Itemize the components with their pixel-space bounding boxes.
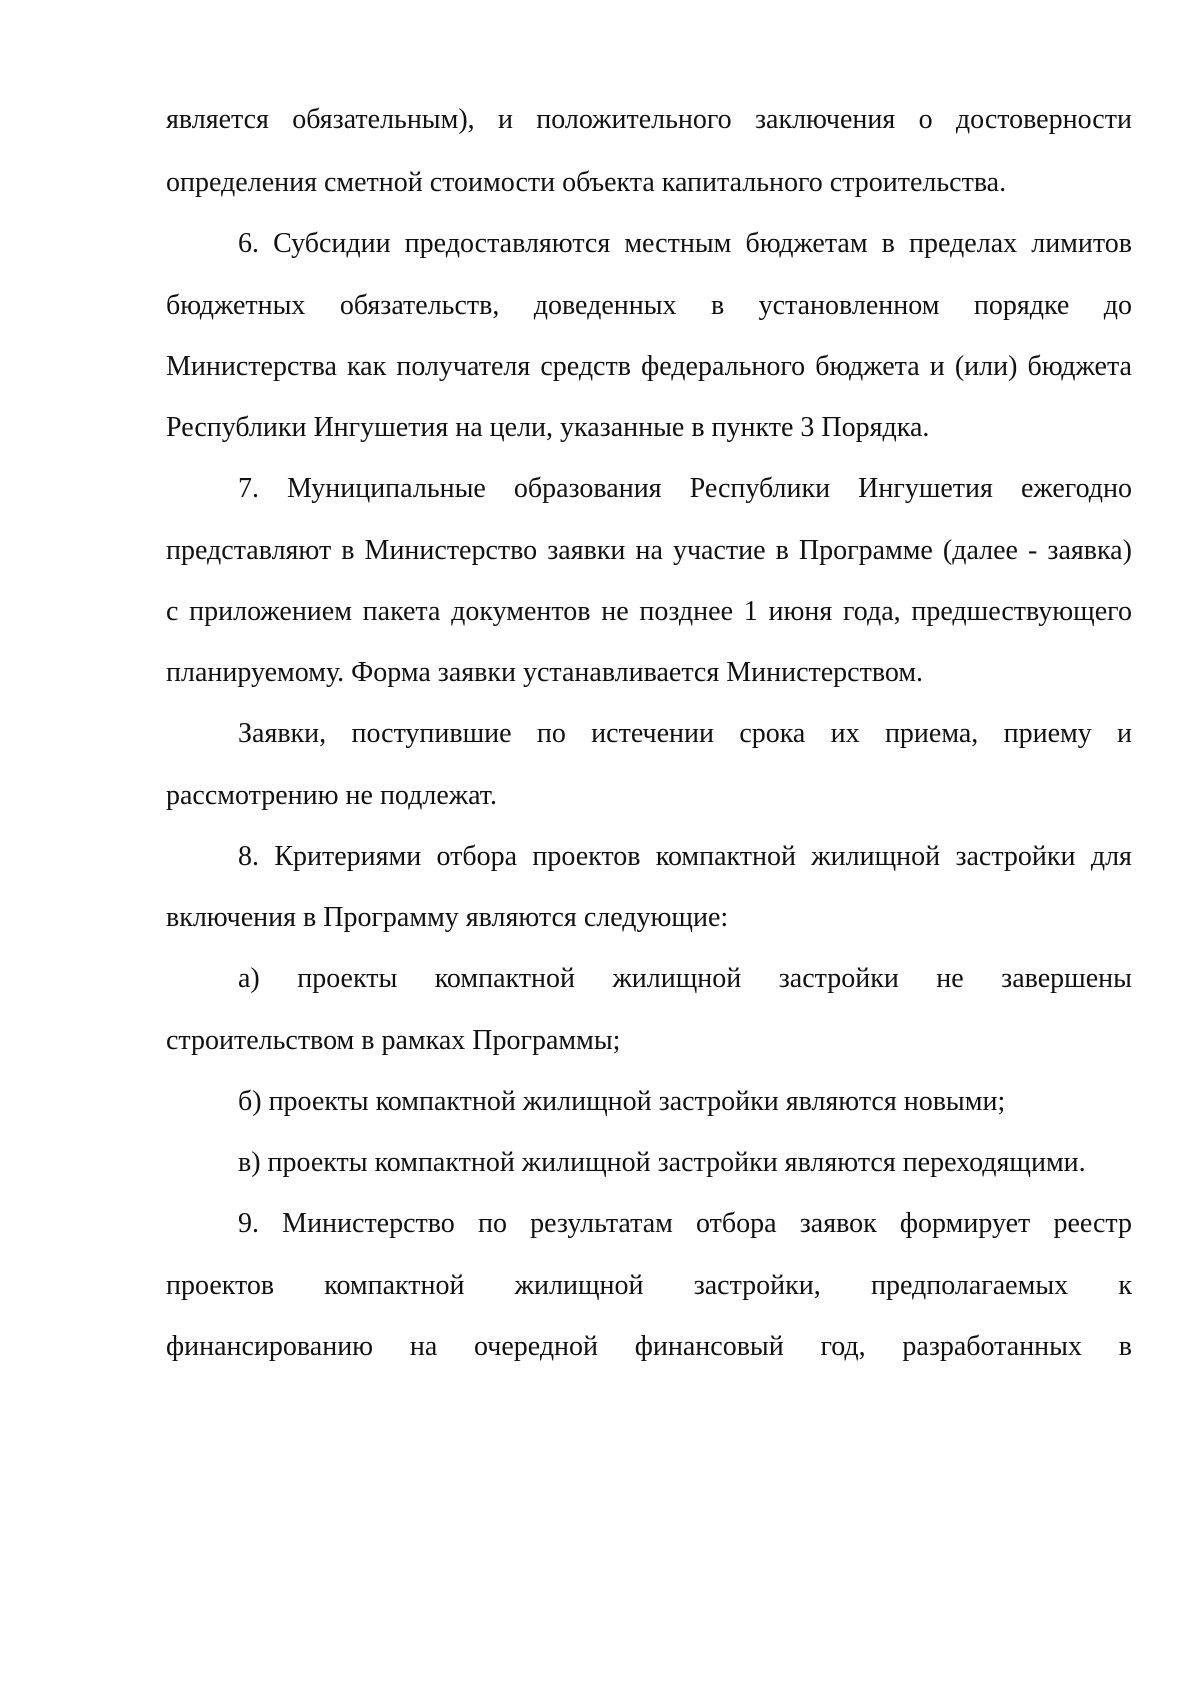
text-line: планируемому. Форма заявки устанавливается Министерством. <box>166 657 924 688</box>
text-line: финансированию на очередной финансовый год, разработанных в <box>166 1331 1132 1362</box>
text-line: б) проекты компактной жилищной застройки являются новыми; <box>238 1086 1006 1117</box>
text-line: 6. Субсидии предоставляются местным бюджетам в пределах лимитов <box>238 228 1132 259</box>
text-line: рассмотрению не подлежат. <box>166 780 497 811</box>
text-line: является обязательным), и положительного заключения о достоверности <box>166 104 1132 135</box>
text-line: 9. Министерство по результатам отбора заявок формирует реестр <box>238 1208 1132 1239</box>
text-line: а) проекты компактной жилищной застройки не завершены <box>238 963 1132 994</box>
text-line: Заявки, поступившие по истечении срока их приема, приему и <box>238 718 1132 749</box>
text-line: 8. Критериями отбора проектов компактной жилищной застройки для <box>238 841 1132 872</box>
text-line: определения сметной стоимости объекта капитального строительства. <box>166 167 1007 198</box>
text-line: строительством в рамках Программы; <box>166 1025 621 1056</box>
text-line: 7. Муниципальные образования Республики Ингушетия ежегодно <box>238 473 1132 504</box>
text-line: Республики Ингушетия на цели, указанные в пункте 3 Порядка. <box>166 412 930 443</box>
text-line: представляют в Министерство заявки на участие в Программе (далее - заявка) <box>166 535 1132 566</box>
text-line: Министерства как получателя средств федерального бюджета и (или) бюджета <box>166 351 1132 382</box>
text-line: бюджетных обязательств, доведенных в установленном порядке до <box>166 290 1132 321</box>
text-line: с приложением пакета документов не позднее 1 июня года, предшествующего <box>166 596 1132 627</box>
text-line: в) проекты компактной жилищной застройки являются переходящими. <box>238 1147 1086 1178</box>
text-line: проектов компактной жилищной застройки, предполагаемых к <box>166 1270 1132 1301</box>
text-line: включения в Программу являются следующие: <box>166 902 729 933</box>
